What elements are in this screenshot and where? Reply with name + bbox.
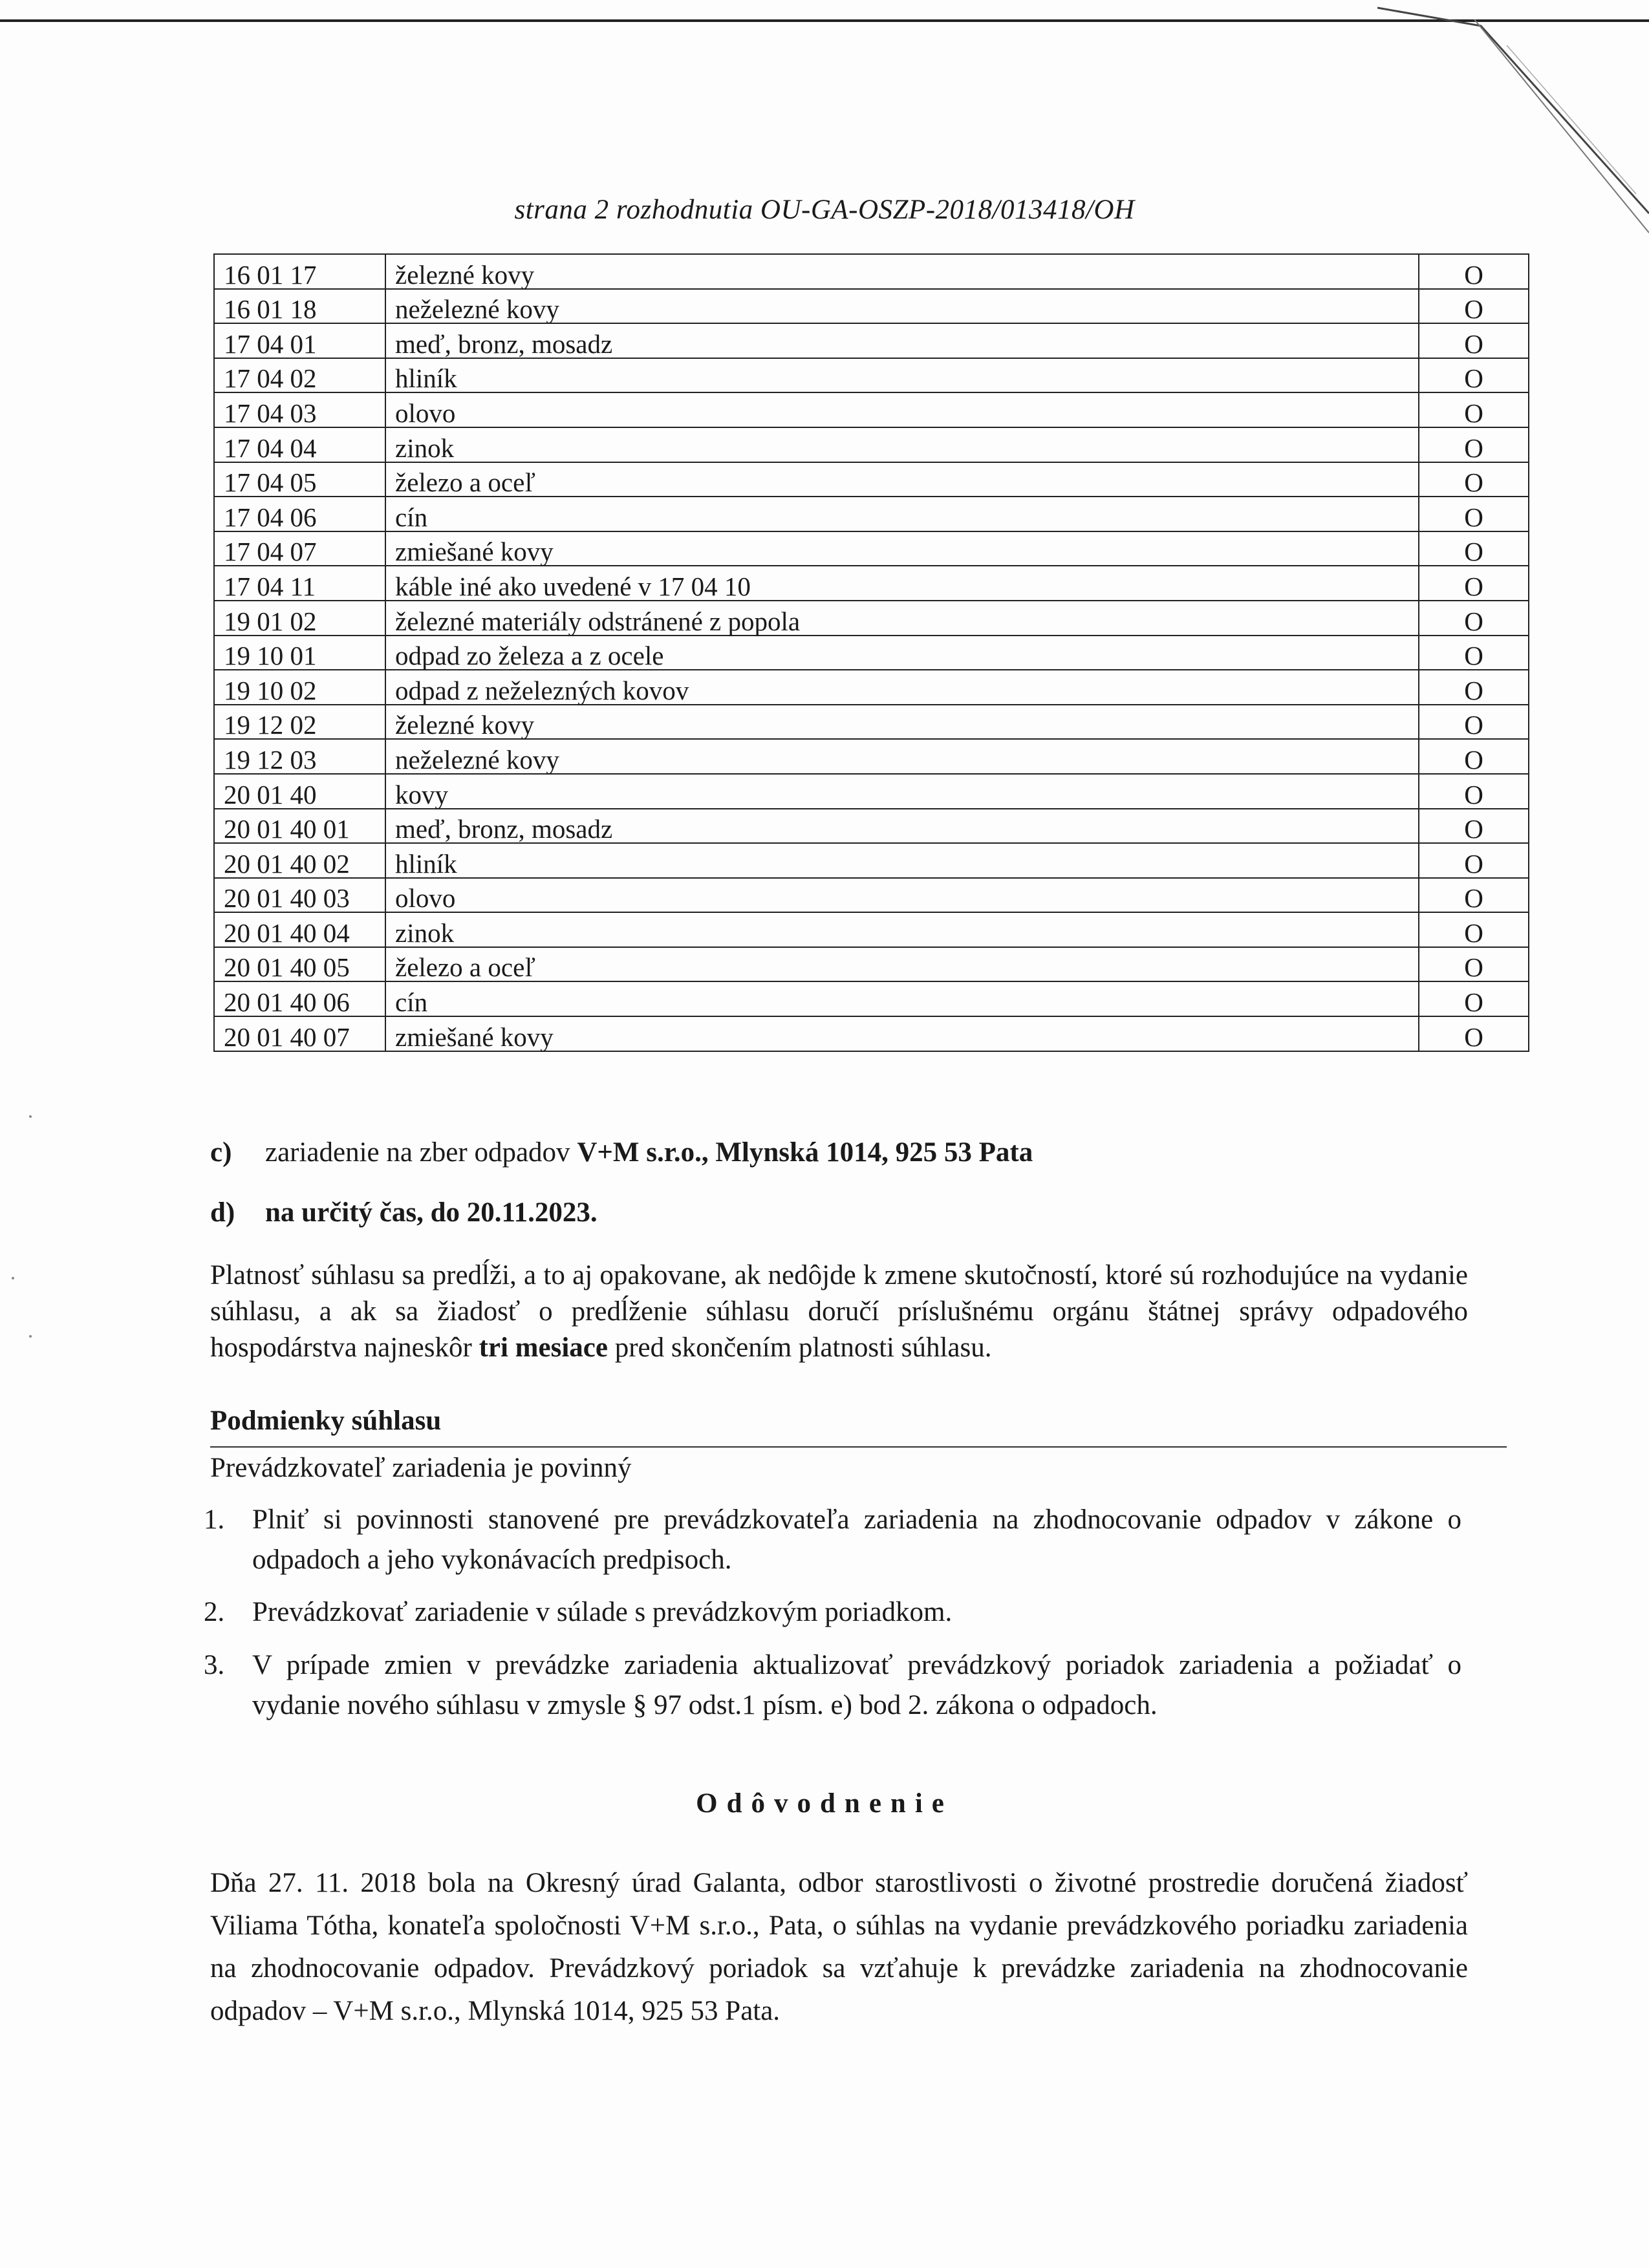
waste-code-cell: 20 01 40 04: [214, 912, 385, 947]
waste-name-cell: cín: [385, 497, 1419, 531]
validity-text-after: pred skončením platnosti súhlasu.: [607, 1332, 992, 1363]
waste-code-cell: 17 04 06: [214, 497, 385, 531]
waste-name-cell: meď, bronz, mosadz: [385, 323, 1419, 358]
table-row: [214, 289, 1529, 324]
waste-name-cell: odpad z neželezných kovov: [385, 670, 1419, 705]
waste-category-cell: O: [1419, 878, 1529, 913]
waste-category-cell: O: [1419, 497, 1529, 531]
waste-code-cell: 16 01 18: [214, 289, 385, 324]
table-row: [214, 323, 1529, 358]
waste-category-cell: O: [1419, 843, 1529, 878]
waste-code-cell: 17 04 07: [214, 531, 385, 566]
waste-code-cell: 20 01 40 06: [214, 981, 385, 1016]
section-divider: [210, 1446, 1507, 1448]
waste-code-cell: 17 04 05: [214, 462, 385, 497]
condition-text: Plniť si povinnosti stanovené pre prevádzkovateľa zariadenia na zhodnocovanie odpadov v zákone o odpadoch a jeho vykonávacích predpisoch.: [252, 1504, 1461, 1575]
item-d-label: d): [210, 1197, 235, 1228]
waste-category-cell: O: [1419, 739, 1529, 774]
table-row: [214, 981, 1529, 1016]
table-row: [214, 739, 1529, 774]
waste-code-cell: 19 12 02: [214, 705, 385, 740]
condition-text: V prípade zmien v prevádzke zariadenia aktualizovať prevádzkový poriadok zariadenia a požiadať o vydanie nového súhlasu v zmysle § 97 odst.1 písm. e) bod 2. zákona o odpadoch.: [252, 1650, 1461, 1720]
table-row: [214, 358, 1529, 393]
waste-name-cell: zmiešané kovy: [385, 531, 1419, 566]
waste-category-cell: O: [1419, 1016, 1529, 1051]
table-row: [214, 843, 1529, 878]
waste-code-cell: 17 04 01: [214, 323, 385, 358]
scan-speck: [29, 1115, 32, 1118]
waste-name-cell: hliník: [385, 843, 1419, 878]
waste-name-cell: káble iné ako uvedené v 17 04 10: [385, 566, 1419, 601]
table-row: [214, 531, 1529, 566]
waste-category-cell: O: [1419, 636, 1529, 670]
waste-category-cell: O: [1419, 705, 1529, 740]
page-header: strana 2 rozhodnutia OU-GA-OSZP-2018/013418/OH: [514, 195, 1135, 225]
waste-name-cell: cín: [385, 981, 1419, 1016]
conditions-title: Podmienky súhlasu: [210, 1406, 442, 1436]
table-row: [214, 566, 1529, 601]
waste-code-cell: 16 01 17: [214, 254, 385, 289]
condition-item: [204, 1592, 1461, 1632]
waste-name-cell: železné kovy: [385, 254, 1419, 289]
condition-number: 3.: [204, 1650, 225, 1680]
table-row: [214, 878, 1529, 913]
waste-code-cell: 17 04 03: [214, 392, 385, 427]
validity-text-before: Platnosť súhlasu sa predĺži, a to aj opakovane, ak nedôjde k zmene skutočností, ktoré sú rozhodujúce na vydanie súhlasu, a ak sa žiadosť o predĺženie súhlasu doručí príslušnému orgánu štátnej správy odpadového hospodárstva najneskôr: [210, 1260, 1468, 1363]
condition-item: [204, 1500, 1461, 1580]
scan-speck: [12, 1277, 14, 1279]
waste-code-cell: 20 01 40 02: [214, 843, 385, 878]
waste-category-cell: O: [1419, 289, 1529, 324]
table-row: [214, 705, 1529, 740]
waste-name-cell: zinok: [385, 427, 1419, 462]
condition-number: 2.: [204, 1597, 225, 1627]
table-row: [214, 1016, 1529, 1051]
waste-category-cell: O: [1419, 601, 1529, 636]
condition-number: 1.: [204, 1504, 225, 1535]
waste-category-cell: O: [1419, 774, 1529, 809]
waste-name-cell: meď, bronz, mosadz: [385, 809, 1419, 844]
waste-code-cell: 19 10 02: [214, 670, 385, 705]
waste-name-cell: odpad zo železa a z ocele: [385, 636, 1419, 670]
waste-name-cell: olovo: [385, 392, 1419, 427]
table-row: [214, 601, 1529, 636]
waste-name-cell: neželezné kovy: [385, 739, 1419, 774]
waste-name-cell: kovy: [385, 774, 1419, 809]
waste-code-cell: 20 01 40 03: [214, 878, 385, 913]
table-row: [214, 462, 1529, 497]
waste-name-cell: železné kovy: [385, 705, 1419, 740]
waste-category-cell: O: [1419, 358, 1529, 393]
waste-code-cell: 20 01 40 05: [214, 947, 385, 982]
scan-speck: [29, 1335, 32, 1338]
waste-category-cell: O: [1419, 670, 1529, 705]
table-row: [214, 254, 1529, 289]
table-row: [214, 497, 1529, 531]
item-d-text: na určitý čas, do 20.11.2023.: [265, 1197, 598, 1228]
waste-code-cell: 17 04 04: [214, 427, 385, 462]
item-d: [210, 1195, 598, 1231]
waste-code-cell: 20 01 40 07: [214, 1016, 385, 1051]
table-row: [214, 912, 1529, 947]
table-row: [214, 392, 1529, 427]
item-c-address: V+M s.r.o., Mlynská 1014, 925 53 Pata: [577, 1137, 1033, 1168]
waste-category-cell: O: [1419, 809, 1529, 844]
waste-category-cell: O: [1419, 531, 1529, 566]
conditions-subtitle: Prevádzkovateľ zariadenia je povinný: [210, 1453, 632, 1483]
item-c: [210, 1135, 1033, 1171]
waste-category-cell: O: [1419, 981, 1529, 1016]
waste-name-cell: železo a oceľ: [385, 462, 1419, 497]
waste-name-cell: zmiešané kovy: [385, 1016, 1419, 1051]
validity-paragraph: [210, 1257, 1468, 1366]
table-row: [214, 947, 1529, 982]
validity-bold: tri mesiace: [479, 1332, 608, 1363]
waste-name-cell: železné materiály odstránené z popola: [385, 601, 1419, 636]
waste-name-cell: olovo: [385, 878, 1419, 913]
waste-code-cell: 19 01 02: [214, 601, 385, 636]
waste-code-cell: 19 10 01: [214, 636, 385, 670]
justification-title: Odôvodnenie: [696, 1788, 953, 1819]
waste-code-cell: 20 01 40 01: [214, 809, 385, 844]
waste-name-cell: železo a oceľ: [385, 947, 1419, 982]
waste-codes-table: [213, 253, 1529, 1052]
waste-category-cell: O: [1419, 392, 1529, 427]
waste-code-cell: 17 04 11: [214, 566, 385, 601]
waste-name-cell: hliník: [385, 358, 1419, 393]
waste-category-cell: O: [1419, 947, 1529, 982]
item-c-text: zariadenie na zber odpadov: [265, 1137, 577, 1168]
table-row: [214, 670, 1529, 705]
table-row: [214, 809, 1529, 844]
waste-code-cell: 20 01 40: [214, 774, 385, 809]
waste-category-cell: O: [1419, 912, 1529, 947]
table-row: [214, 427, 1529, 462]
waste-code-cell: 17 04 02: [214, 358, 385, 393]
waste-code-cell: 19 12 03: [214, 739, 385, 774]
waste-category-cell: O: [1419, 566, 1529, 601]
justification-paragraph: Dňa 27. 11. 2018 bola na Okresný úrad Galanta, odbor starostlivosti o životné prostredie doručená žiadosť Viliama Tótha, konateľa spoločnosti V+M s.r.o., Pata, o súhlas na vydanie prevádzkového poriadku zariadenia na zhodnocovanie odpadov. Prevádzkový poriadok sa vzťahuje k prevádzke zariadenia na zhodnocovanie odpadov – V+M s.r.o., Mlynská 1014, 925 53 Pata.: [210, 1868, 1468, 2026]
table-row: [214, 774, 1529, 809]
waste-category-cell: O: [1419, 427, 1529, 462]
waste-name-cell: zinok: [385, 912, 1419, 947]
table-row: [214, 636, 1529, 670]
condition-item: [204, 1645, 1461, 1726]
waste-name-cell: neželezné kovy: [385, 289, 1419, 324]
waste-category-cell: O: [1419, 462, 1529, 497]
condition-text: Prevádzkovať zariadenie v súlade s prevádzkovým poriadkom.: [252, 1597, 953, 1627]
item-c-label: c): [210, 1137, 232, 1168]
waste-category-cell: O: [1419, 254, 1529, 289]
waste-category-cell: O: [1419, 323, 1529, 358]
